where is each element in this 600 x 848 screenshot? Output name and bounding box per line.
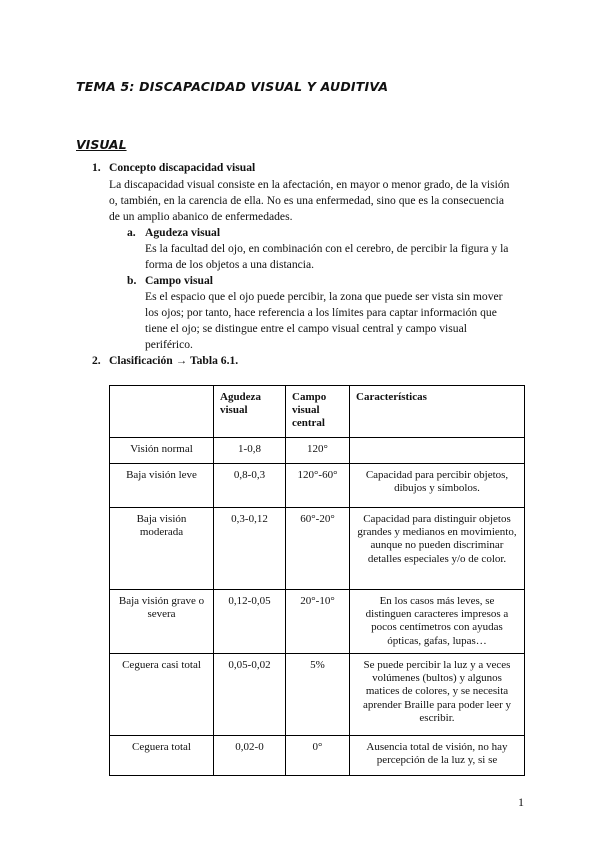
table-cell: 0,02-0	[214, 736, 286, 776]
table-cell: En los casos más leves, se distinguen caracteres impresos a pocos centímetros con ayudas ópticas, gafas, lupas…	[350, 590, 525, 654]
table-row	[110, 464, 525, 508]
item-1-line: de un amplio abanico de enfermedades.	[109, 210, 293, 223]
subitem-a-line: forma de los objetos a una distancia.	[145, 258, 315, 271]
subitem-a-line: Es la facultad del ojo, en combinación con el cerebro, de percibir la figura y la	[145, 242, 509, 255]
table-cell: 5%	[286, 654, 350, 736]
table-cell: 0,12-0,05	[214, 590, 286, 654]
table-row	[110, 590, 525, 654]
table-header-cell	[110, 386, 214, 438]
item-2-heading: Clasificación → Tabla 6.1.	[109, 354, 239, 367]
table-header-row	[110, 386, 525, 438]
table-cell: Ceguera casi total	[110, 654, 214, 736]
table-cell: Baja visión leve	[110, 464, 214, 508]
subitem-b-line: Es el espacio que el ojo puede percibir, la zona que puede ser vista sin mover	[145, 290, 503, 303]
table-row	[110, 438, 525, 464]
table-cell: 0,05-0,02	[214, 654, 286, 736]
table-cell: 0,3-0,12	[214, 508, 286, 590]
item-2-number: 2.	[92, 354, 101, 367]
table-row	[110, 508, 525, 590]
classification-table	[109, 385, 525, 776]
table-cell: 120°	[286, 438, 350, 464]
table-header-cell: Campo visual central	[286, 386, 350, 438]
subitem-a-heading: Agudeza visual	[145, 226, 221, 239]
table-cell: 20°-10°	[286, 590, 350, 654]
section-heading: VISUAL	[76, 137, 127, 152]
table-cell: Ceguera total	[110, 736, 214, 776]
subitem-b-heading: Campo visual	[145, 274, 213, 287]
table-cell: Capacidad para percibir objetos, dibujos y símbolos.	[350, 464, 525, 508]
table-header-cell: Agudeza visual	[214, 386, 286, 438]
subitem-b-line: los ojos; por tanto, hace referencia a los límites para captar información que	[145, 306, 497, 319]
item-1-number: 1.	[92, 161, 101, 174]
item-1-line: La discapacidad visual consiste en la afectación, en mayor o menor grado, de la visión	[109, 178, 510, 191]
table-cell: Capacidad para distinguir objetos grandes y medianos en movimiento, aunque no pueden discriminar detalles especiales y/o de color.	[350, 508, 525, 590]
table-cell: Visión normal	[110, 438, 214, 464]
table-row	[110, 654, 525, 736]
table-cell: 1-0,8	[214, 438, 286, 464]
table-cell: Baja visión moderada	[110, 508, 214, 590]
item-1-line: o, también, en la carencia de ella. No es una enfermedad, sino que es la consecuencia	[109, 194, 504, 207]
subitem-a-label: a.	[127, 226, 136, 239]
table-cell: Baja visión grave o severa	[110, 590, 214, 654]
subitem-b-line: periférico.	[145, 338, 193, 351]
subitem-b-label: b.	[127, 274, 137, 287]
page-number: 1	[518, 795, 524, 809]
table-cell: Ausencia total de visión, no hay percepción de la luz y, si se	[350, 736, 525, 776]
page-title: TEMA 5: DISCAPACIDAD VISUAL Y AUDITIVA	[76, 79, 389, 94]
table-cell: 0°	[286, 736, 350, 776]
table-cell: 0,8-0,3	[214, 464, 286, 508]
table-cell	[350, 438, 525, 464]
item-1-heading: Concepto discapacidad visual	[109, 161, 256, 174]
table-row	[110, 736, 525, 776]
table-header-cell: Características	[350, 386, 525, 438]
subitem-b-line: tiene el ojo; se distingue entre el campo visual central y campo visual	[145, 322, 467, 335]
table-cell: Se puede percibir la luz y a veces volúmenes (bultos) y algunos matices de colores, y se necesita aprender Braille para poder leer y escribir.	[350, 654, 525, 736]
table-cell: 60°-20°	[286, 508, 350, 590]
table-cell: 120°-60°	[286, 464, 350, 508]
